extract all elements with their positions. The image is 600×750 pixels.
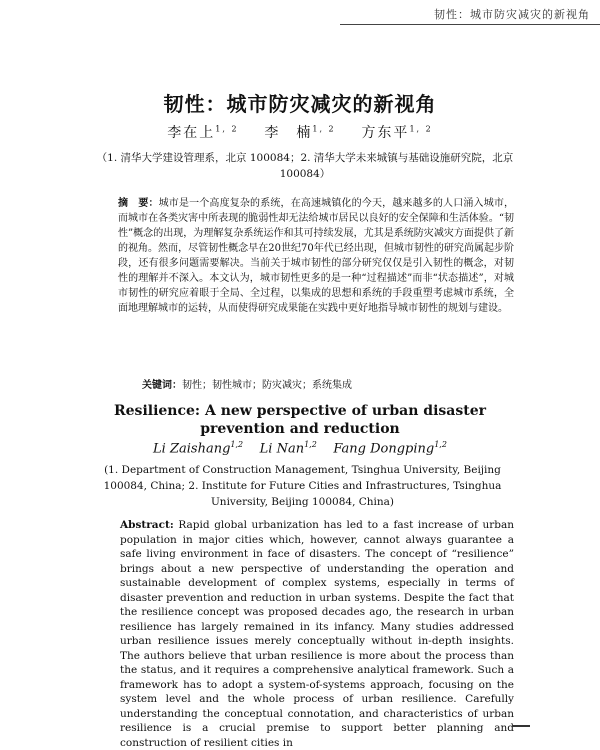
cn-abstract-text: 城市是一个高度复杂的系统，在高速城镇化的今天，越来越多的人口涌入城市，而城市在各类灾害中所表现的脆弱性却无法给城市居民以良好的安全保障和生活体验。“韧性”概念的出现，为理解复杂系统运作和其可持续发展，尤其是系统防灾减灾方面提供了新的视角。然而，尽管韧性概念早在20世纪70年代已经出现，但城市韧性的研究尚属起步阶段，还有很多问题需要解决。当前关于城市韧性的部分研究仅仅是引入韧性的概念，对韧性的理解并不深入。本文认为，城市韧性更多的是一种“过程描述”而非“状态描述”，对城市韧性的研究应着眼于全局、全过程，以集成的思想和系统的手段重塑考虑城市系统，全面地理解城市的运转，从而使得研究成果能在实践中更好地指导城市韧性的规划与建设。 [118, 198, 515, 314]
cn-keywords [142, 376, 512, 391]
en-author-2: Li Nan [259, 441, 305, 457]
en-title: Resilience: A new perspective of urban disaster prevention and reduction [114, 403, 486, 437]
page-number-mark [512, 725, 530, 727]
cn-authors [0, 122, 600, 142]
header-rule [340, 24, 600, 25]
en-author-3: Fang Dongping [333, 441, 435, 457]
cn-author-1-sup: 1, 2 [215, 124, 239, 134]
cn-author-3: 方东平 [361, 125, 410, 141]
cn-author-3-sup: 1, 2 [409, 124, 433, 134]
en-author-1-sup: 1,2 [230, 440, 244, 449]
en-affiliation: (1. Department of Construction Management, Tsinghua University, Beijing 100084, China; 2. Institute for Future Cities and Infrastructures, Tsinghua University, Beijing 100084, China) [103, 464, 502, 508]
en-author-3-sup: 1,2 [434, 440, 447, 449]
en-author-1: Li Zaishang [153, 441, 231, 457]
cn-author-2: 李 楠 [264, 125, 313, 141]
en-abstract [120, 518, 514, 750]
running-header: 韧性：城市防灾减灾的新视角 [434, 8, 590, 21]
cn-abstract [118, 196, 514, 316]
cn-author-2-sup: 1, 2 [312, 124, 336, 134]
cn-title: 韧性：城市防灾减灾的新视角 [163, 92, 437, 116]
cn-keywords-text: 韧性；韧性城市；防灾减灾；系统集成 [182, 380, 352, 391]
cn-affiliation: （1. 清华大学建设管理系，北京 100084；2. 清华大学未来城镇与基础设施研究院，北京 100084） [96, 152, 514, 180]
cn-author-1: 李在上 [167, 125, 216, 141]
en-abstract-text: Rapid global urbanization has led to a fast increase of urban population in major cities which, however, cannot always guarantee a safe living environment in face of disasters. The concept of “resilience” brings about a new perspective of understanding the operation and sustainable development of complex systems, especially in terms of disaster prevention and reduction in urban systems. Despite the fact that the resilience concept was proposed decades ago, the research in urban resilience has largely remained in its infancy. Many studies addressed urban resilience issues merely conceptually without in-depth insights. The authors believe that urban resilience is more about the process than the status, and it requires a comprehensive analytical framework. Such a framework has to adopt a system-of-systems approach, focusing on the system level and the whole process of urban resilience. Carefully understanding the conceptual connotation, and characteristics of urban resilience is a crucial premise to support better planning and construction of resilient cities in [120, 519, 514, 749]
en-authors [0, 440, 600, 456]
cn-keywords-label: 关键词： [142, 380, 182, 391]
cn-abstract-label: 摘 要： [118, 198, 159, 209]
en-abstract-label: Abstract: [120, 519, 174, 531]
en-author-2-sup: 1,2 [304, 440, 317, 449]
